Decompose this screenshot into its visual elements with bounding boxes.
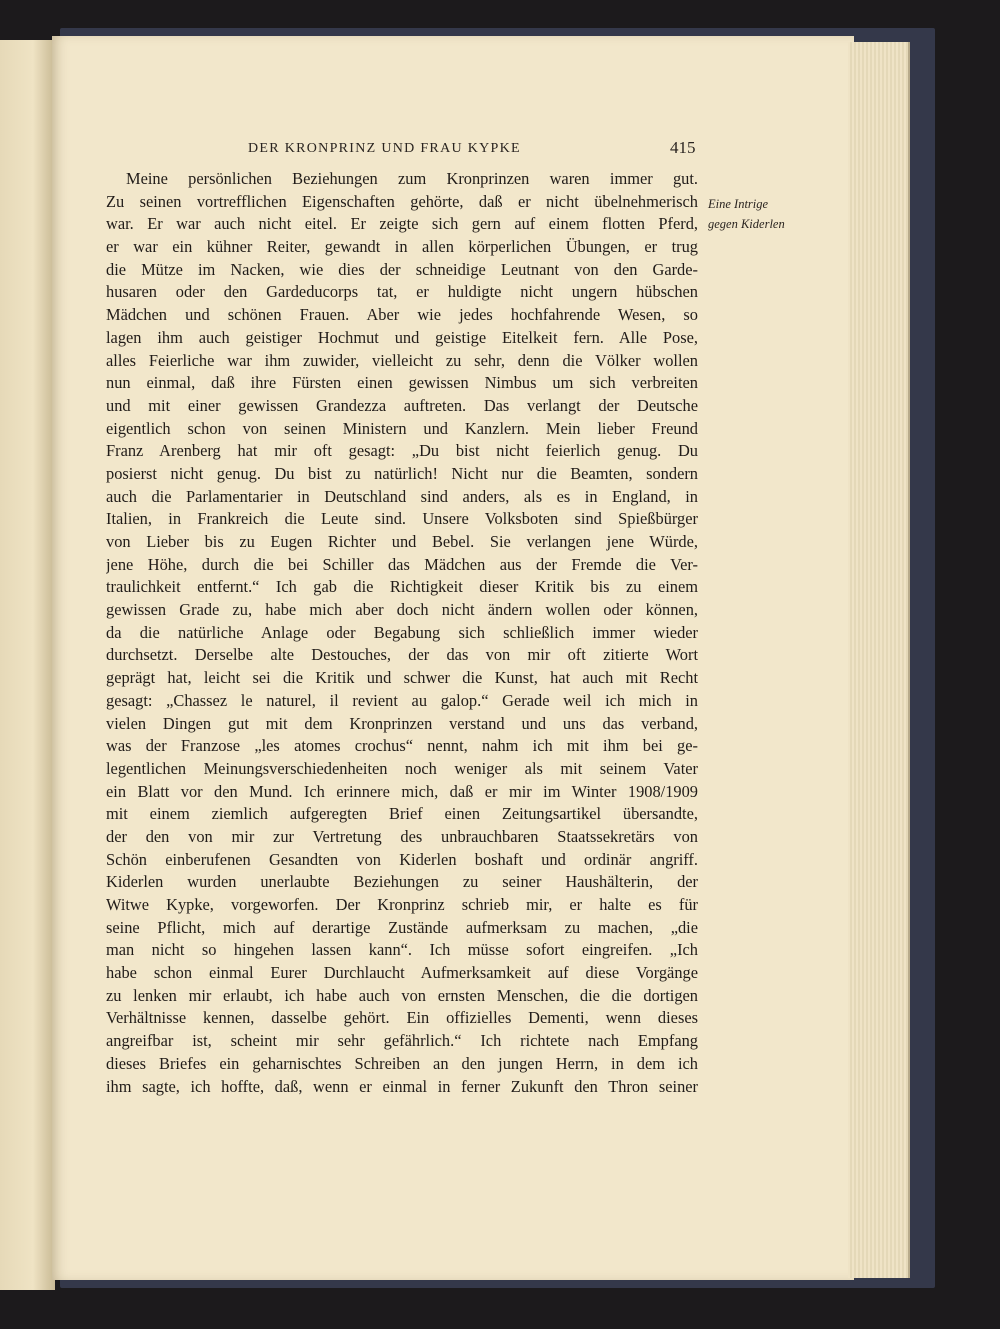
text-line: traulichkeit entfernt.“ Ich gab die Richtigkeit dieser Kritik bis zu einem [106, 577, 698, 597]
text-line: alles Feierliche war ihm zuwider, vielleicht zu sehr, denn die Völker wollen [106, 350, 698, 370]
text-line: eigentlich schon von seinen Ministern und Kanzlern. Mein lieber Freund [106, 418, 698, 438]
page-edges [848, 42, 910, 1278]
text-line: mit einem ziemlich aufgeregten Brief einen Zeitungsartikel übersandte, [106, 804, 698, 824]
text-line: gesagt: „Chassez le naturel, il revient au galop.“ Gerade weil ich mich in [106, 690, 698, 710]
text-line: geprägt hat, leicht sei die Kritik und schwer die Kunst, hat auch mit Recht [106, 668, 698, 688]
text-line: ein Blatt vor den Mund. Ich erinnere mich, daß er mir im Winter 1908/1909 [106, 781, 698, 801]
text-line: nun einmal, daß ihre Fürsten einen gewissen Nimbus um sich verbreiten [106, 373, 698, 393]
text-line: der den von mir zur Vertretung des unbrauchbaren Staatssekretärs von [106, 826, 698, 846]
text-line: Kiderlen wurden unerlaubte Beziehungen zu seiner Haushälterin, der [106, 872, 698, 892]
text-line: zu lenken mir erlaubt, ich habe auch von ernsten Menschen, die die dortigen [106, 985, 698, 1005]
text-line: seine Pflicht, mich auf derartige Zustände aufmerksam zu machen, „die [106, 917, 698, 937]
body-text [106, 168, 698, 1098]
text-line: posierst nicht genug. Du bist zu natürlich! Nicht nur die Beamten, sondern [106, 463, 698, 483]
text-line: dieses Briefes ein geharnischtes Schreiben an den jungen Herrn, in dem ich [106, 1053, 698, 1073]
text-line: war. Er war auch nicht eitel. Er zeigte sich gern auf einem flotten Pferd, [106, 214, 698, 234]
text-line: Schön einberufenen Gesandten von Kiderlen boshaft und ordinär angriff. [106, 849, 698, 869]
marginal-note-line: Eine Intrige [708, 197, 769, 211]
text-line: was der Franzose „les atomes crochus“ nennt, nahm ich mit ihm bei ge- [106, 736, 698, 756]
text-line: vielen Dingen gut mit dem Kronprinzen verstand und uns das verband, [106, 713, 698, 733]
text-line: Witwe Kypke, vorgeworfen. Der Kronprinz schrieb mir, er halte es für [106, 895, 698, 914]
text-line: lagen ihm auch geistiger Hochmut und geistige Eitelkeit fern. Alle Pose, [106, 327, 698, 347]
text-line: legentlichen Meinungsverschiedenheiten noch weniger als mit seinem Vater [106, 758, 698, 778]
text-line: angreifbar ist, scheint mir sehr gefährlich.“ Ich richtete nach Empfang [106, 1031, 698, 1051]
page-number: 415 [670, 138, 696, 157]
text-line: ihm sagte, ich hoffte, daß, wenn er einmal in ferner Zukunft den Thron seiner [106, 1076, 698, 1096]
text-line: da die natürliche Anlage oder Begabung sich schließlich immer wieder [106, 622, 698, 642]
marginal-note [708, 194, 785, 234]
text-line: von Lieber bis zu Eugen Richter und Bebel. Sie verlangen jene Würde, [106, 532, 698, 551]
text-line: husaren oder den Gardeducorps tat, er huldigte nicht ungern hübschen [106, 282, 698, 302]
running-title: DER KRONPRINZ UND FRAU KYPKE [248, 141, 521, 156]
left-page-edge [0, 40, 55, 1290]
text-line: jene Höhe, durch die bei Schiller das Mädchen aus der Fremde die Ver- [106, 554, 698, 574]
text-line: auch die Parlamentarier in Deutschland sind anders, als es in England, in [106, 486, 698, 506]
text-line: Verhältnisse kennen, dasselbe gehört. Ein offizielles Dementi, wenn dieses [106, 1008, 698, 1028]
text-line: die Mütze im Nacken, wie dies der schneidige Leutnant von den Garde- [106, 259, 698, 279]
text-line: gewissen Grade zu, habe mich aber doch nicht ändern wollen oder können, [106, 600, 698, 620]
marginal-note-line: gegen Kiderlen [708, 217, 785, 231]
text-line: und mit einer gewissen Grandezza auftreten. Das verlangt der Deutsche [106, 395, 698, 415]
text-line: er war ein kühner Reiter, gewandt in allen körperlichen Übungen, er trug [106, 237, 698, 257]
text-line: Franz Arenberg hat mir oft gesagt: „Du bist nicht feierlich genug. Du [106, 441, 698, 461]
text-line: Meine persönlichen Beziehungen zum Kronprinzen waren immer gut. [126, 169, 698, 188]
text-line: Zu seinen vortrefflichen Eigenschaften gehörte, daß er nicht übelnehmerisch [106, 191, 698, 211]
text-line: habe schon einmal Eurer Durchlaucht Aufmerksamkeit auf diese Vorgänge [106, 963, 698, 983]
text-line: durchsetzt. Derselbe alte Destouches, der das von mir oft zitierte Wort [106, 645, 698, 665]
text-line: Mädchen und schönen Frauen. Aber wie jedes hochfahrende Wesen, so [106, 305, 698, 325]
text-line: Italien, in Frankreich die Leute sind. Unsere Volksboten sind Spießbürger [106, 509, 698, 529]
text-line: man nicht so hingehen lassen kann“. Ich müsse sofort eingreifen. „Ich [106, 940, 698, 960]
